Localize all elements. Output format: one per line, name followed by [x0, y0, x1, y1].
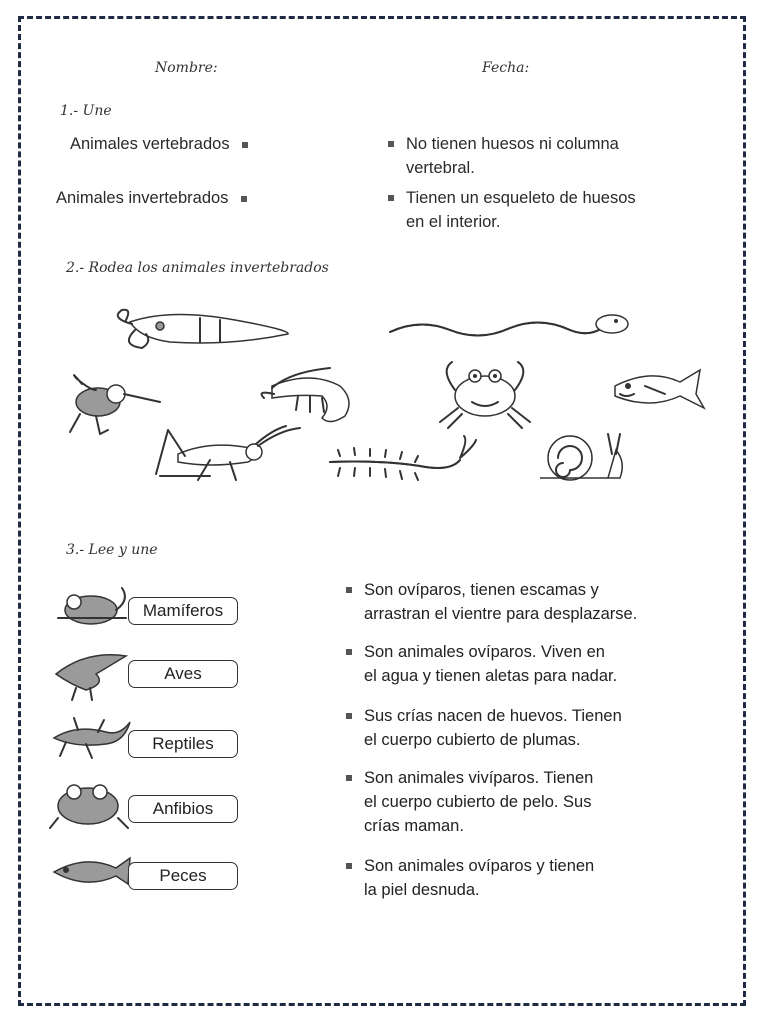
- ex1-left-item-2: [56, 186, 247, 210]
- description-5: Son animales ovíparos y tienen la piel desnuda.: [346, 854, 706, 902]
- name-label: Nombre:: [155, 60, 218, 76]
- ex1-right-line: Tienen un esqueleto de huesos: [406, 189, 636, 207]
- match-dot[interactable]: [241, 196, 247, 202]
- snail-icon[interactable]: [540, 434, 622, 480]
- match-dot[interactable]: [346, 587, 352, 593]
- ex1-left-label: Animales invertebrados: [56, 189, 229, 207]
- ex1-right-item-2: [388, 186, 708, 234]
- group-anfibios[interactable]: Anfibios: [128, 795, 238, 823]
- description-2: Son animales ovíparos. Viven en el agua y tienen aletas para nadar.: [346, 640, 706, 688]
- ex1-right-item-1: [388, 132, 708, 180]
- snake-icon[interactable]: [390, 315, 628, 336]
- match-dot[interactable]: [346, 649, 352, 655]
- ex1-right-line: en el interior.: [406, 213, 501, 231]
- match-dot[interactable]: [242, 142, 248, 148]
- lizard-icon: [54, 718, 130, 758]
- match-dot[interactable]: [388, 195, 394, 201]
- animals-illustration: [60, 290, 720, 510]
- match-dot[interactable]: [346, 863, 352, 869]
- crab-icon[interactable]: [440, 362, 530, 428]
- description-3: Sus crías nacen de huevos. Tienen el cuerpo cubierto de plumas.: [346, 704, 706, 752]
- ex1-left-label: Animales vertebrados: [70, 135, 230, 153]
- hummingbird-icon[interactable]: [70, 375, 160, 434]
- ex1-right-line: No tienen huesos ni columna: [406, 135, 619, 153]
- exercise-3-title: 3.- Lee y une: [66, 542, 158, 558]
- ex1-left-item-1: [70, 132, 248, 156]
- description-4: Son animales vivíparos. Tienen el cuerpo cubierto de pelo. Sus crías maman.: [346, 766, 706, 838]
- group-icons: [46, 580, 136, 890]
- fish-small-icon: [54, 858, 130, 884]
- date-label: Fecha:: [482, 60, 530, 76]
- group-mamiferos[interactable]: Mamíferos: [128, 597, 238, 625]
- centipede-icon[interactable]: [330, 436, 476, 480]
- bird-icon: [56, 655, 126, 700]
- group-reptiles[interactable]: Reptiles: [128, 730, 238, 758]
- group-peces[interactable]: Peces: [128, 862, 238, 890]
- group-aves[interactable]: Aves: [128, 660, 238, 688]
- match-dot[interactable]: [346, 713, 352, 719]
- squid-icon[interactable]: [118, 310, 288, 348]
- shrimp-icon[interactable]: [262, 368, 349, 422]
- grasshopper-icon[interactable]: [156, 426, 300, 480]
- description-1: Son ovíparos, tienen escamas y arrastran el vientre para desplazarse.: [346, 578, 706, 626]
- frog-icon: [50, 785, 128, 828]
- exercise-1-title: 1.- Une: [60, 103, 112, 119]
- exercise-2-title: 2.- Rodea los animales invertebrados: [66, 260, 329, 276]
- ex1-right-line: vertebral.: [406, 159, 475, 177]
- fish-icon[interactable]: [615, 370, 704, 408]
- mouse-icon: [58, 588, 126, 624]
- match-dot[interactable]: [388, 141, 394, 147]
- match-dot[interactable]: [346, 775, 352, 781]
